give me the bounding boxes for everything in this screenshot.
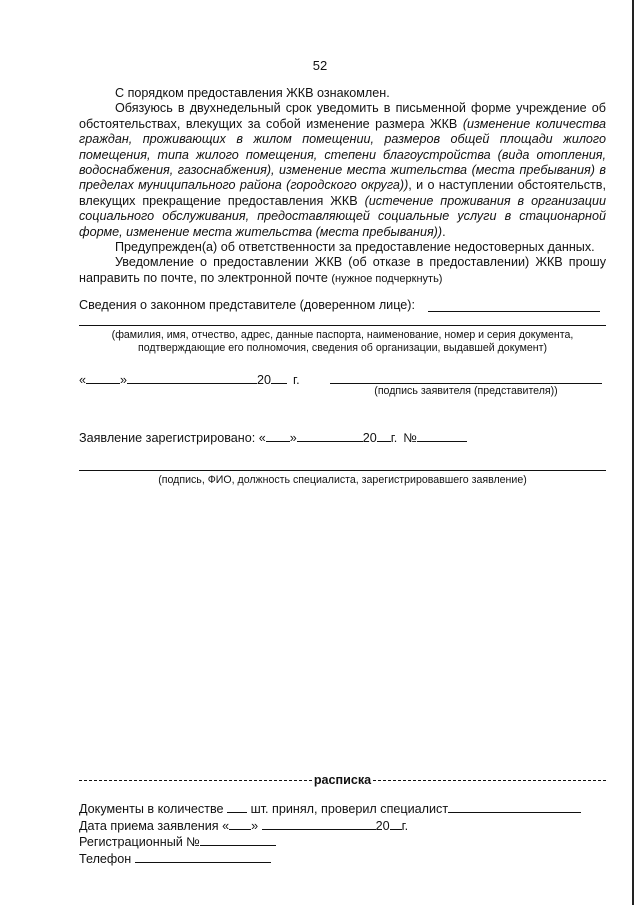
specialist-caption: (подпись, ФИО, должность специалиста, зарегистрировавшего заявление) bbox=[158, 474, 527, 486]
date-month-field[interactable] bbox=[127, 372, 257, 384]
dash-right bbox=[373, 780, 606, 781]
reg-number-sign: № bbox=[403, 431, 417, 445]
specialist-signature-field[interactable] bbox=[79, 470, 606, 471]
representative-caption-line-2: подтверждающие его полномочия, сведения об организации, выдавшей документ) bbox=[137, 342, 548, 354]
date-day-field[interactable] bbox=[86, 372, 120, 384]
reg-year-field[interactable] bbox=[377, 430, 391, 442]
receipt-title: расписка bbox=[313, 773, 372, 787]
notification-hint: (нужное подчеркнуть) bbox=[331, 272, 443, 285]
receipt-docs-line bbox=[79, 801, 581, 818]
receipt-separator bbox=[79, 773, 606, 787]
notification-text: Уведомление о предоставлении ЖКВ (об отказе в предоставлении) ЖКВ прошу направить по почте, по электронной почте bbox=[79, 255, 606, 285]
registration-label: Заявление зарегистрировано: « bbox=[79, 431, 266, 445]
receipt-specialist-label: шт. принял, проверил специалист bbox=[250, 802, 449, 816]
receipt-regnum-line bbox=[79, 834, 581, 851]
receipt-docs-count-field[interactable] bbox=[227, 801, 247, 813]
representative-label bbox=[79, 298, 415, 312]
reg-close-quote: » bbox=[289, 431, 297, 445]
date-close-quote: » bbox=[120, 373, 128, 387]
reg-suffix: г. bbox=[390, 431, 398, 445]
representative-field[interactable] bbox=[428, 311, 600, 312]
dash-left bbox=[79, 780, 312, 781]
receipt-docs-label: Документы в количестве bbox=[79, 802, 224, 816]
applicant-signature-field[interactable] bbox=[330, 383, 602, 384]
paragraph-acquainted: С порядком предоставления ЖКВ ознакомлен. bbox=[115, 86, 390, 100]
receipt-date-suffix: г. bbox=[401, 818, 409, 833]
scan-border bbox=[632, 0, 634, 905]
receipt-day-field[interactable] bbox=[229, 818, 251, 830]
obligation-end: . bbox=[442, 224, 446, 239]
representative-field-line-2[interactable] bbox=[79, 325, 606, 326]
obligation-text-2: , и о наступлении обстоятельств, влекущих прекращение предоставления ЖКВ bbox=[79, 178, 606, 208]
reg-month-field[interactable] bbox=[297, 430, 363, 442]
receipt-regnum-field[interactable] bbox=[200, 834, 276, 846]
registration-line bbox=[79, 430, 467, 445]
body-text bbox=[79, 86, 606, 287]
obligation-italic-2: (истечение проживания в организации социального обслуживания, предоставляющей социальные услуги в стационарной форме, изменение места жительства (места пребывания)) bbox=[79, 193, 607, 239]
representative-caption-line-1: (фамилия, имя, отчество, адрес, данные паспорта, наименование, номер и серия документа, bbox=[111, 329, 574, 341]
receipt-year-field[interactable] bbox=[390, 818, 402, 830]
receipt-specialist-field[interactable] bbox=[448, 801, 581, 813]
page-number: 52 bbox=[312, 58, 328, 73]
obligation-italic-1: (изменение количества граждан, проживающих в жилом помещении, размеров общей площади жилого помещения, типа жилого помещения, степени благоустройства (вида отопления, водоснабжения, газоснабжения), изменение места жительства (места пребывания) в пределах муниципального района (городского округа)) bbox=[79, 116, 606, 193]
paragraph-warning: Предупрежден(а) об ответственности за предоставление недостоверных данных. bbox=[115, 240, 595, 255]
receipt-regnum-label: Регистрационный № bbox=[79, 835, 200, 849]
receipt-date-line bbox=[79, 818, 581, 835]
date-suffix: г. bbox=[293, 373, 300, 387]
representative-label-text: Сведения о законном представителе (доверенном лице): bbox=[79, 298, 415, 312]
paragraph-obligation bbox=[79, 101, 606, 240]
receipt-section bbox=[79, 801, 581, 867]
date-year-field[interactable] bbox=[271, 372, 287, 384]
date-year-prefix: 20 bbox=[257, 373, 272, 387]
signature-caption: (подпись заявителя (представителя)) bbox=[374, 385, 558, 397]
application-date bbox=[79, 372, 300, 387]
receipt-phone-field[interactable] bbox=[135, 851, 271, 863]
receipt-date-close: » bbox=[251, 818, 259, 833]
reg-number-field[interactable] bbox=[417, 430, 467, 442]
receipt-date-label: Дата приема заявления « bbox=[79, 818, 230, 833]
reg-year-prefix: 20 bbox=[362, 431, 377, 445]
receipt-phone-line bbox=[79, 851, 581, 868]
receipt-year-prefix: 20 bbox=[375, 818, 390, 833]
receipt-month-field[interactable] bbox=[262, 818, 376, 830]
representative-caption bbox=[79, 329, 606, 355]
paragraph-notification bbox=[79, 255, 606, 287]
reg-day-field[interactable] bbox=[266, 430, 290, 442]
date-open-quote: « bbox=[79, 373, 87, 387]
receipt-phone-label: Телефон bbox=[79, 851, 132, 866]
obligation-text: Обязуюсь в двухнедельный срок уведомить в письменной форме учреждение об обстоятельствах, влекущих за собой изменение размера ЖКВ bbox=[79, 101, 606, 131]
